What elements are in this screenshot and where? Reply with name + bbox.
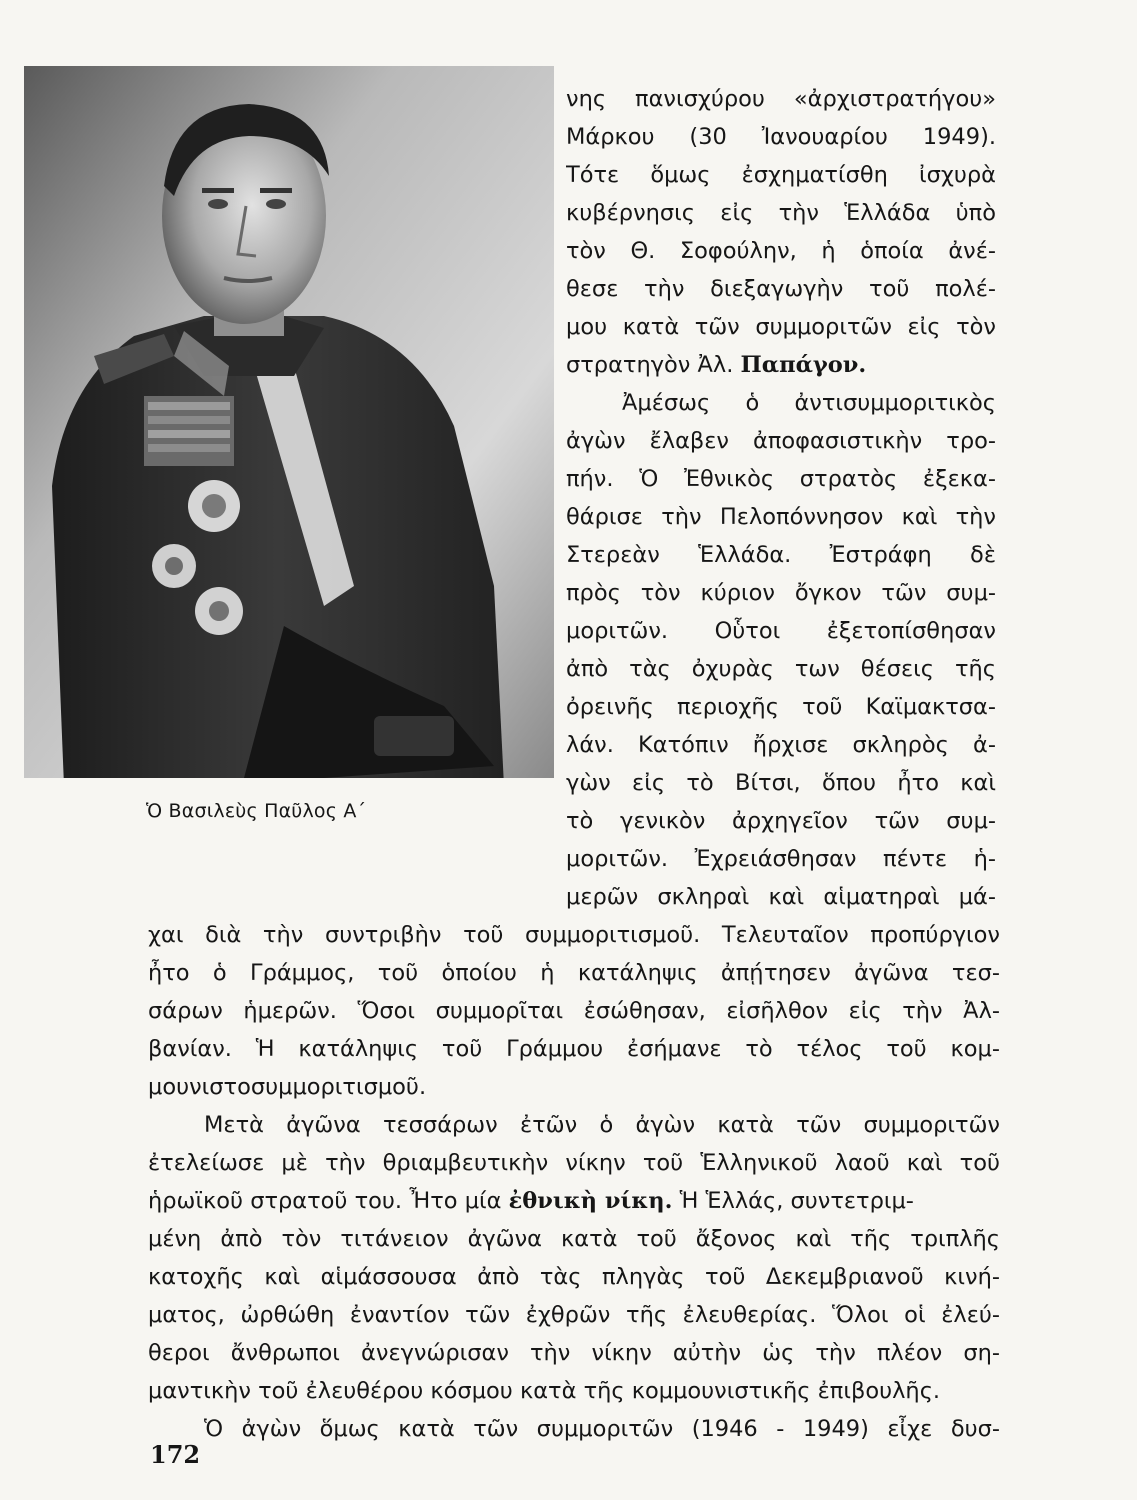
page-number: 172	[150, 1440, 201, 1469]
text-line: μου κατὰ τῶν συμμοριτῶν εἰς τὸν	[566, 314, 996, 340]
text-line: Ἀμέσως ὁ ἀντισυμμοριτικὸς	[622, 390, 996, 416]
text-line: ἀγὼν ἔλαβεν ἀποφασιστικὴν τρο-	[566, 428, 996, 454]
text-line: ὀρεινῆς περιοχῆς τοῦ Καϊμακτσα-	[566, 694, 996, 720]
photo-caption: Ὁ Βασιλεὺς Παῦλος Α΄	[146, 800, 367, 822]
text-line: θεσε τὴν διεξαγωγὴν τοῦ πολέ-	[566, 276, 996, 302]
text-line: πήν. Ὁ Ἐθνικὸς στρατὸς ἐξεκα-	[566, 466, 996, 492]
papagos-line	[566, 346, 996, 384]
text-line: Στερεὰν Ἑλλάδα. Ἐστράφη δὲ	[566, 542, 996, 568]
text-line: Ὁ ἀγὼν ὅμως κατὰ τῶν συμμοριτῶν (1946 - 1949) εἶχε δυσ-	[204, 1416, 1000, 1442]
portrait-image	[24, 66, 554, 778]
national-victory: ἐθνικὴ νίκη.	[508, 1188, 673, 1214]
text-line: μοριτῶν. Οὗτοι ἐξετοπίσθησαν	[566, 618, 996, 644]
text-line: στρατηγὸν Ἀλ.	[566, 352, 741, 378]
text-line: χαι διὰ τὴν συντριβὴν τοῦ συμμοριτισμοῦ. Τελευταῖον προπύργιον	[148, 922, 1000, 948]
text-line: Τότε ὅμως ἐσχηματίσθη ἰσχυρὰ	[566, 162, 996, 188]
text-line: γὼν εἰς τὸ Βίτσι, ὅπου ἦτο καὶ	[566, 770, 996, 796]
text-line: μερῶν σκληραὶ καὶ αἱματηραὶ μά-	[566, 884, 996, 910]
text-line: μαντικὴν τοῦ ἐλευθέρου κόσμου κατὰ τῆς κομμουνιστικῆς ἐπιβουλῆς.	[148, 1378, 941, 1404]
text-line: θάρισε τὴν Πελοπόννησον καὶ τὴν	[566, 504, 996, 530]
victory-line	[148, 1182, 1000, 1220]
portrait-photo	[24, 66, 554, 778]
text-line: Ἡ Ἑλλάς, συντετριμ-	[672, 1188, 914, 1214]
text-line: τὸν Θ. Σοφούλην, ἡ ὁποία ἀνέ-	[566, 238, 996, 264]
text-line: Μάρκου (30 Ἰανουαρίου 1949).	[566, 124, 996, 150]
text-line: μένη ἀπὸ τὸν τιτάνειον ἀγῶνα κατὰ τοῦ ἄξονος καὶ τῆς τριπλῆς	[148, 1226, 1000, 1252]
text-line: ἦτο ὁ Γράμμος, τοῦ ὁποίου ἡ κατάληψις ἀπῄτησεν ἀγῶνα τεσ-	[148, 960, 1000, 986]
text-line: ματος, ὠρθώθη ἐναντίον τῶν ἐχθρῶν τῆς ἐλευθερίας. Ὅλοι οἱ ἐλεύ-	[148, 1302, 1000, 1328]
text-line: μοριτῶν. Ἐχρειάσθησαν πέντε ἡ-	[566, 846, 996, 872]
text-line: κυβέρνησις εἰς τὴν Ἑλλάδα ὑπὸ	[566, 200, 996, 226]
text-line: λάν. Κατόπιν ἤρχισε σκληρὸς ἀ-	[566, 732, 996, 758]
text-line: μουνιστοσυμμοριτισμοῦ.	[148, 1074, 427, 1100]
text-line: κατοχῆς καὶ αἱμάσσουσα ἀπὸ τὰς πληγὰς τοῦ Δεκεμβριανοῦ κινή-	[148, 1264, 1000, 1290]
text-line: νης πανισχύρου «ἀρχιστρατήγου»	[566, 86, 996, 112]
text-line: ἐτελείωσε μὲ τὴν θριαμβευτικὴν νίκην τοῦ Ἑλληνικοῦ λαοῦ καὶ τοῦ	[148, 1150, 1000, 1176]
papagos-name: Παπάγον.	[740, 352, 867, 378]
text-line: βανίαν. Ἡ κατάληψις τοῦ Γράμμου ἐσήμανε τὸ τέλος τοῦ κομ-	[148, 1036, 1000, 1062]
text-line: θεροι ἄνθρωποι ἀνεγνώρισαν τὴν νίκην αὐτὴν ὡς τὴν πλέον ση-	[148, 1340, 1000, 1366]
text-line: τὸ γενικὸν ἀρχηγεῖον τῶν συμ-	[566, 808, 996, 834]
text-line: ἡρωϊκοῦ στρατοῦ του. Ἦτο μία	[148, 1188, 509, 1214]
text-line: πρὸς τὸν κύριον ὄγκον τῶν συμ-	[566, 580, 996, 606]
text-line: Μετὰ ἀγῶνα τεσσάρων ἐτῶν ὁ ἀγὼν κατὰ τῶν συμμοριτῶν	[204, 1112, 1000, 1138]
text-line: ἀπὸ τὰς ὀχυρὰς των θέσεις τῆς	[566, 656, 996, 682]
text-line: σάρων ἡμερῶν. Ὅσοι συμμορῖται ἐσώθησαν, εἰσῆλθον εἰς τὴν Ἀλ-	[148, 998, 1000, 1024]
